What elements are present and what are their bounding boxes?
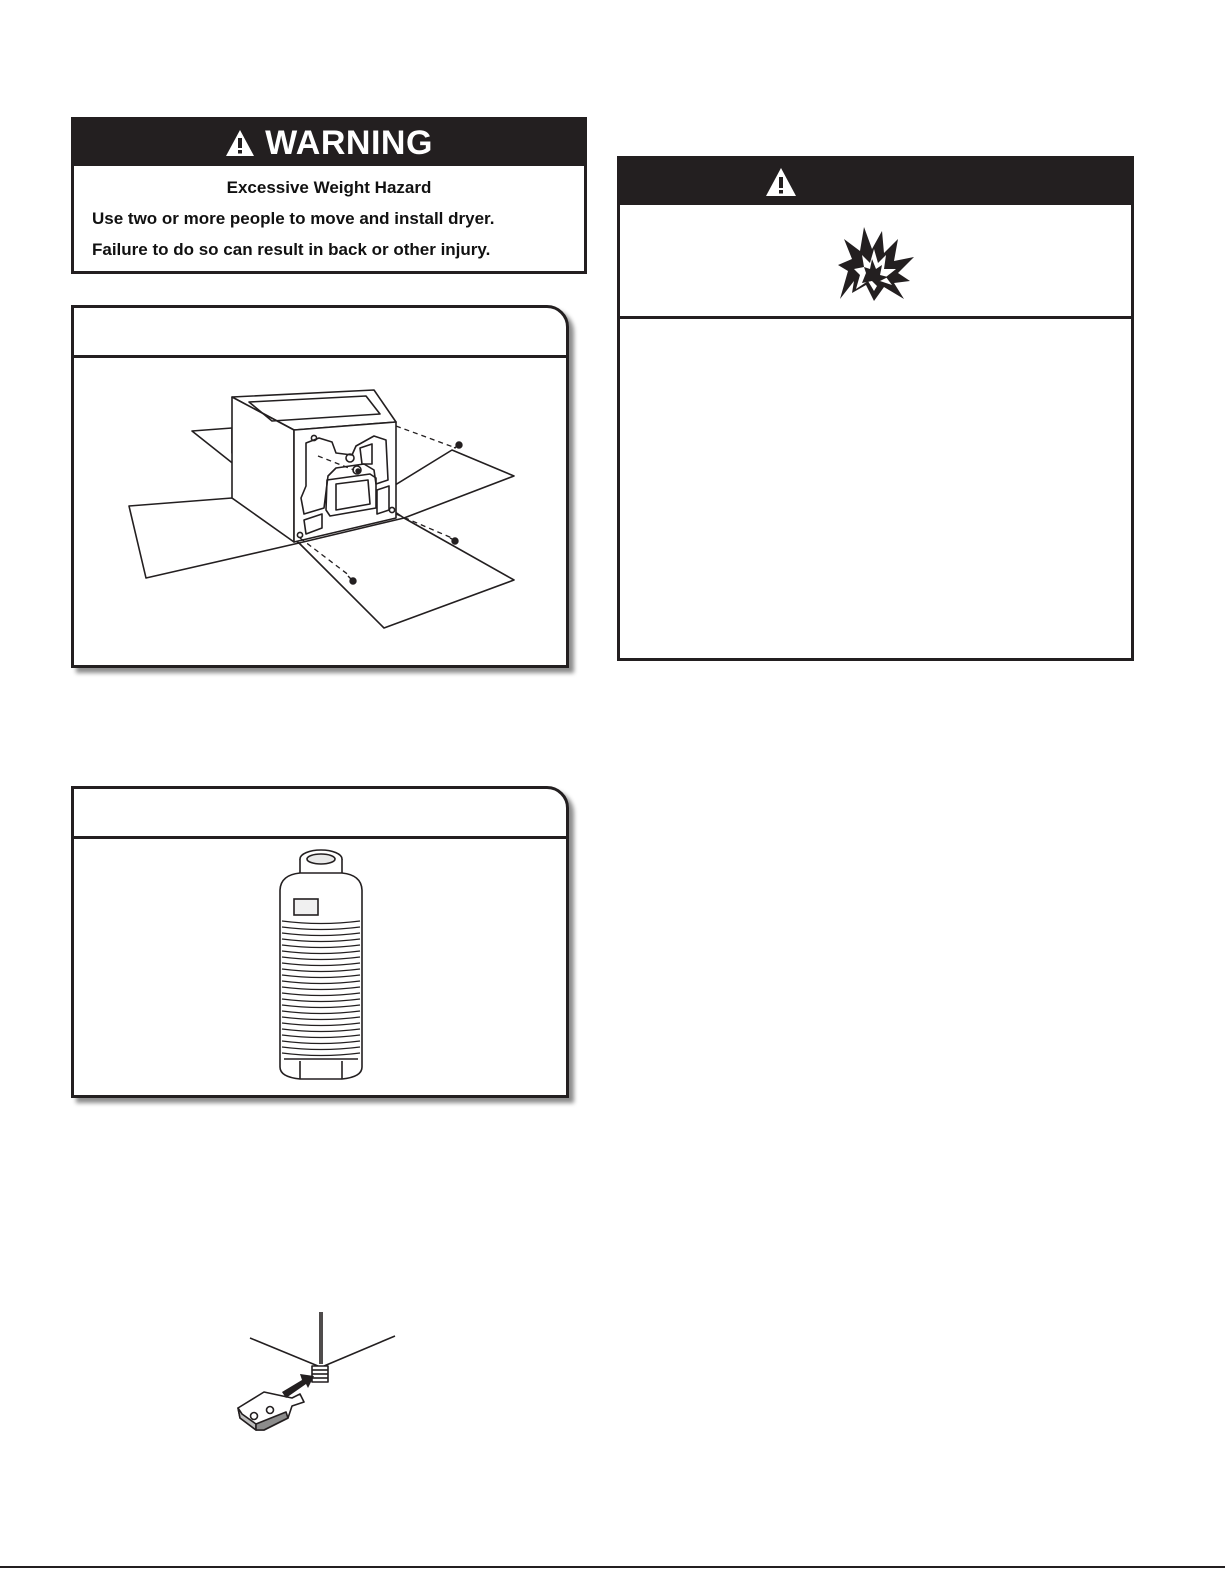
explosion-icon [834,219,918,303]
hazard-title: Excessive Weight Hazard [226,178,432,197]
drain-hose-illustration [74,839,566,1095]
warning-triangle-icon [225,129,255,157]
hazard-instruction: Use two or more people to move and install dryer. [92,209,495,228]
drain-hose-figure-panel [71,786,569,1098]
hazard-consequence: Failure to do so can result in back or other injury. [92,240,491,259]
hazard-header [620,159,1131,205]
hazard-symbol-row [620,205,1131,319]
warning-triangle-icon [765,167,797,197]
page-bottom-rule [0,1566,1225,1568]
weight-warning-box [71,117,587,274]
explosion-hazard-box [617,156,1134,661]
panel-caption-bar [74,308,566,358]
warning-header [74,120,584,166]
dryer-on-carton-illustration [74,358,566,665]
signal-word: WARNING [265,123,433,162]
unpacking-figure-panel [71,305,569,668]
leveling-foot-bracket-illustration [230,1310,405,1440]
panel-caption-bar [74,789,566,839]
